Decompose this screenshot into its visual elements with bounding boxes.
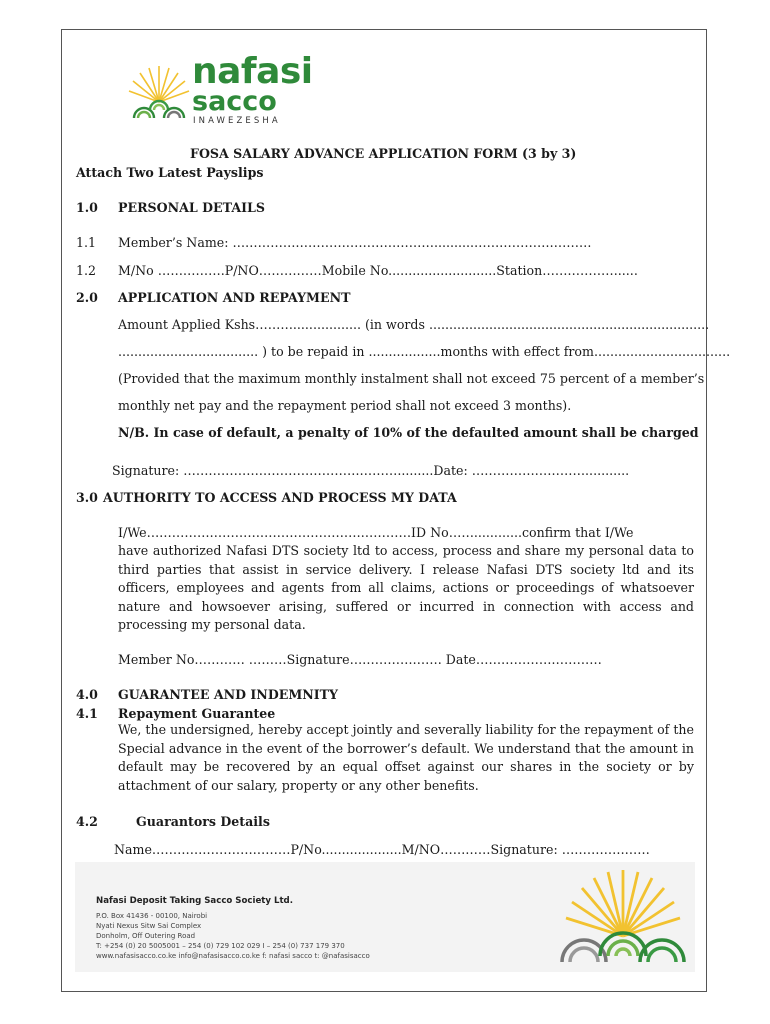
logo-name-bottom: sacco [192, 86, 277, 117]
consent-paragraph: have authorized Nafasi DTS society ltd to access, process and share my personal data to third parties that assist in service delivery. I release Nafasi DTS society ltd and its officers, employees and agents from all claims, actions or proceedings of whatsoever nature and howsoever arising, suffered or incurred in connection with access and processing my personal data. [118, 543, 694, 632]
member-name-field[interactable]: Member’s Name: …………………………………………..........………………………. [118, 235, 592, 250]
penalty-note: N/B. In case of default, a penalty of 10% of the defaulted amount shall be charged [118, 425, 699, 440]
repayment-period-field[interactable]: ................................... ) to be repaid in ..................months with effect from.................................. [118, 344, 731, 359]
consent-signature-field[interactable]: Member No………… ………Signature…………………. Date………………………… [118, 652, 602, 667]
form-title: FOSA SALARY ADVANCE APPLICATION FORM (3 by 3) [190, 146, 577, 161]
item-number: 1.1 [76, 235, 97, 250]
section-heading: AUTHORITY TO ACCESS AND PROCESS MY DATA [103, 490, 457, 505]
footer-address: P.O. Box 41436 - 00100, Nairobi [96, 912, 208, 920]
footer-address: Donholm, Off Outering Road [96, 932, 196, 940]
section-number: 2.0 [76, 290, 98, 305]
section-heading: PERSONAL DETAILS [118, 200, 265, 215]
footer-sun-emblem [556, 864, 690, 964]
footer-phone: T: +254 (0) 20 5005001 – 254 (0) 729 102 029 I – 254 (0) 737 179 370 [96, 942, 345, 950]
section-number: 4.0 [76, 687, 98, 702]
member-numbers-field[interactable]: M/No …………….P/NO……………Mobile No...........................Station………………..... [118, 263, 638, 278]
subsection-number: 4.2 [76, 814, 98, 829]
section-heading: APPLICATION AND REPAYMENT [118, 290, 351, 305]
item-number: 1.2 [76, 263, 97, 278]
footer-org-name: Nafasi Deposit Taking Sacco Society Ltd. [96, 896, 293, 906]
nafasi-logo-emblem [126, 62, 192, 122]
footer-contacts: www.nafasisacco.co.ke info@nafasisacco.co.ke f: nafasi sacco t: @nafasisacco [96, 952, 370, 960]
section-number: 3.0 [76, 490, 98, 505]
logo-tagline: INAWEZESHA [193, 116, 281, 126]
attach-note: Attach Two Latest Payslips [76, 165, 264, 180]
subsection-heading: Repayment Guarantee [118, 706, 276, 721]
guarantee-paragraph: We, the undersigned, hereby accept jointly and severally liability for the repayment of the Special advance in the event of the borrower’s default. We understand that the amount in default may be recovered by an equal offset against our shares in the society or by attachment of our salary, property or any other benefits. [118, 722, 694, 793]
footer-address: Nyati Nexus Sitw Sai Complex [96, 922, 202, 930]
instalment-condition-text: (Provided that the maximum monthly instalment shall not exceed 75 percent of a member’s [118, 371, 705, 386]
section-number: 1.0 [76, 200, 98, 215]
subsection-heading: Guarantors Details [136, 814, 270, 829]
subsection-number: 4.1 [76, 706, 98, 721]
section-heading: GUARANTEE AND INDEMNITY [118, 687, 339, 702]
instalment-condition-text: monthly net pay and the repayment period shall not exceed 3 months). [118, 398, 572, 413]
amount-applied-field[interactable]: Amount Applied Kshs………................. (in words ...................................................................... [118, 317, 710, 332]
logo-name-top: nafasi [192, 51, 313, 92]
guarantor-details-field[interactable]: Name……………………………P/No....................M/NO…………Signature: ………………… [114, 842, 650, 857]
consent-name-field[interactable]: I/We………………………………………………………ID No……............confirm that I/We [118, 525, 634, 540]
applicant-signature-field[interactable]: Signature: …………………………………………….........Date: ………………………........... [112, 463, 630, 478]
